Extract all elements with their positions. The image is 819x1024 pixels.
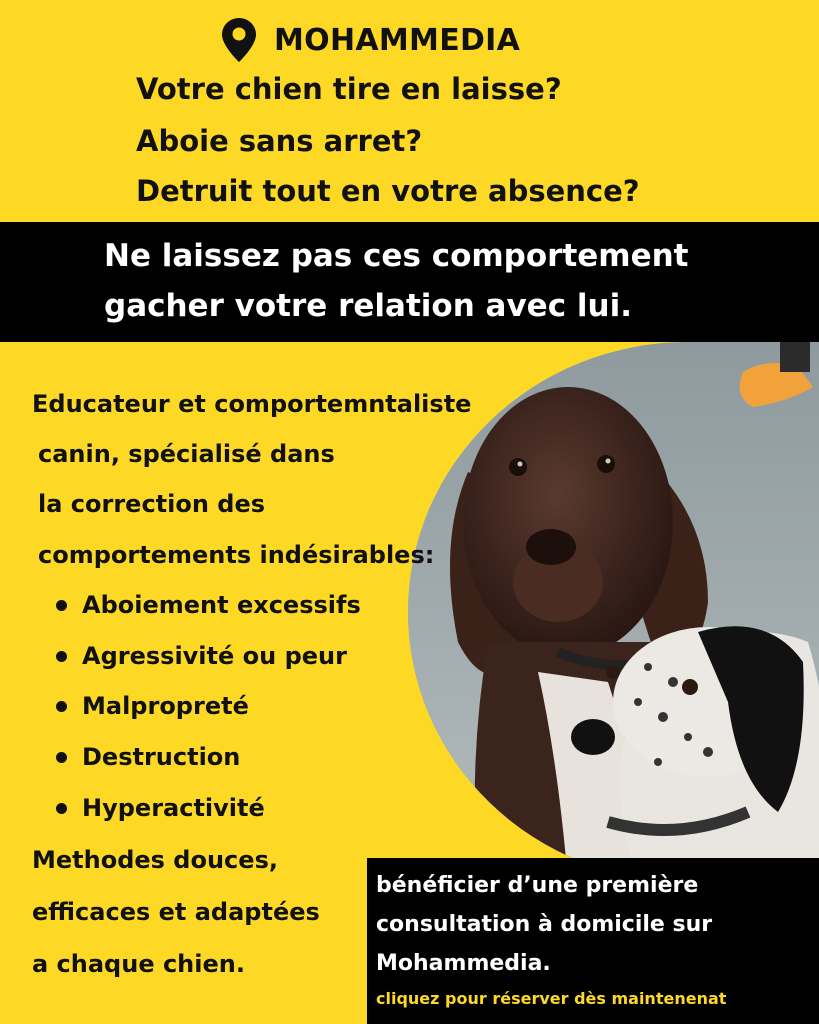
location-label: MOHAMMEDIA (274, 22, 521, 58)
booking-link[interactable]: cliquez pour réserver dès maintenenat (376, 989, 727, 1008)
list-item-label: Hyperactivité (82, 794, 265, 822)
banner-line-1: Ne laissez pas ces comportement (104, 238, 689, 274)
list-item (56, 743, 240, 771)
banner-line-2: gacher votre relation avec lui. (104, 288, 632, 324)
cta-line-1: bénéficier d’une première (376, 873, 699, 898)
cta-line-2: consultation à domicile sur (376, 912, 713, 937)
question-leash: Votre chien tire en laisse? (136, 72, 562, 106)
bullet-icon (56, 701, 67, 712)
cta-line-3: Mohammedia. (376, 951, 551, 976)
intro-line-4: comportements indésirables: (38, 541, 435, 569)
question-barking: Aboie sans arret? (136, 124, 423, 158)
list-item (56, 692, 249, 720)
bullet-icon (56, 600, 67, 611)
list-item-label: Agressivité ou peur (82, 642, 347, 670)
list-item-label: Destruction (82, 743, 241, 771)
methods-line-1: Methodes douces, (32, 846, 278, 874)
list-item-label: Malpropreté (82, 692, 249, 720)
intro-line-2: canin, spécialisé dans (38, 440, 335, 468)
dogs-photo (408, 342, 819, 882)
dogs-illustration (408, 342, 819, 882)
methods-line-2: efficaces et adaptées (32, 898, 320, 926)
list-item (56, 794, 265, 822)
list-item (56, 642, 347, 670)
map-pin-icon (222, 18, 256, 62)
list-item (56, 591, 361, 619)
bullet-icon (56, 803, 67, 814)
methods-line-3: a chaque chien. (32, 950, 245, 978)
intro-line-1: Educateur et comportemntaliste (32, 390, 472, 418)
bullet-icon (56, 651, 67, 662)
intro-line-3: la correction des (38, 490, 266, 518)
question-destroys: Detruit tout en votre absence? (136, 174, 640, 208)
bullet-icon (56, 752, 67, 763)
list-item-label: Aboiement excessifs (82, 591, 361, 619)
location-header (222, 18, 520, 62)
